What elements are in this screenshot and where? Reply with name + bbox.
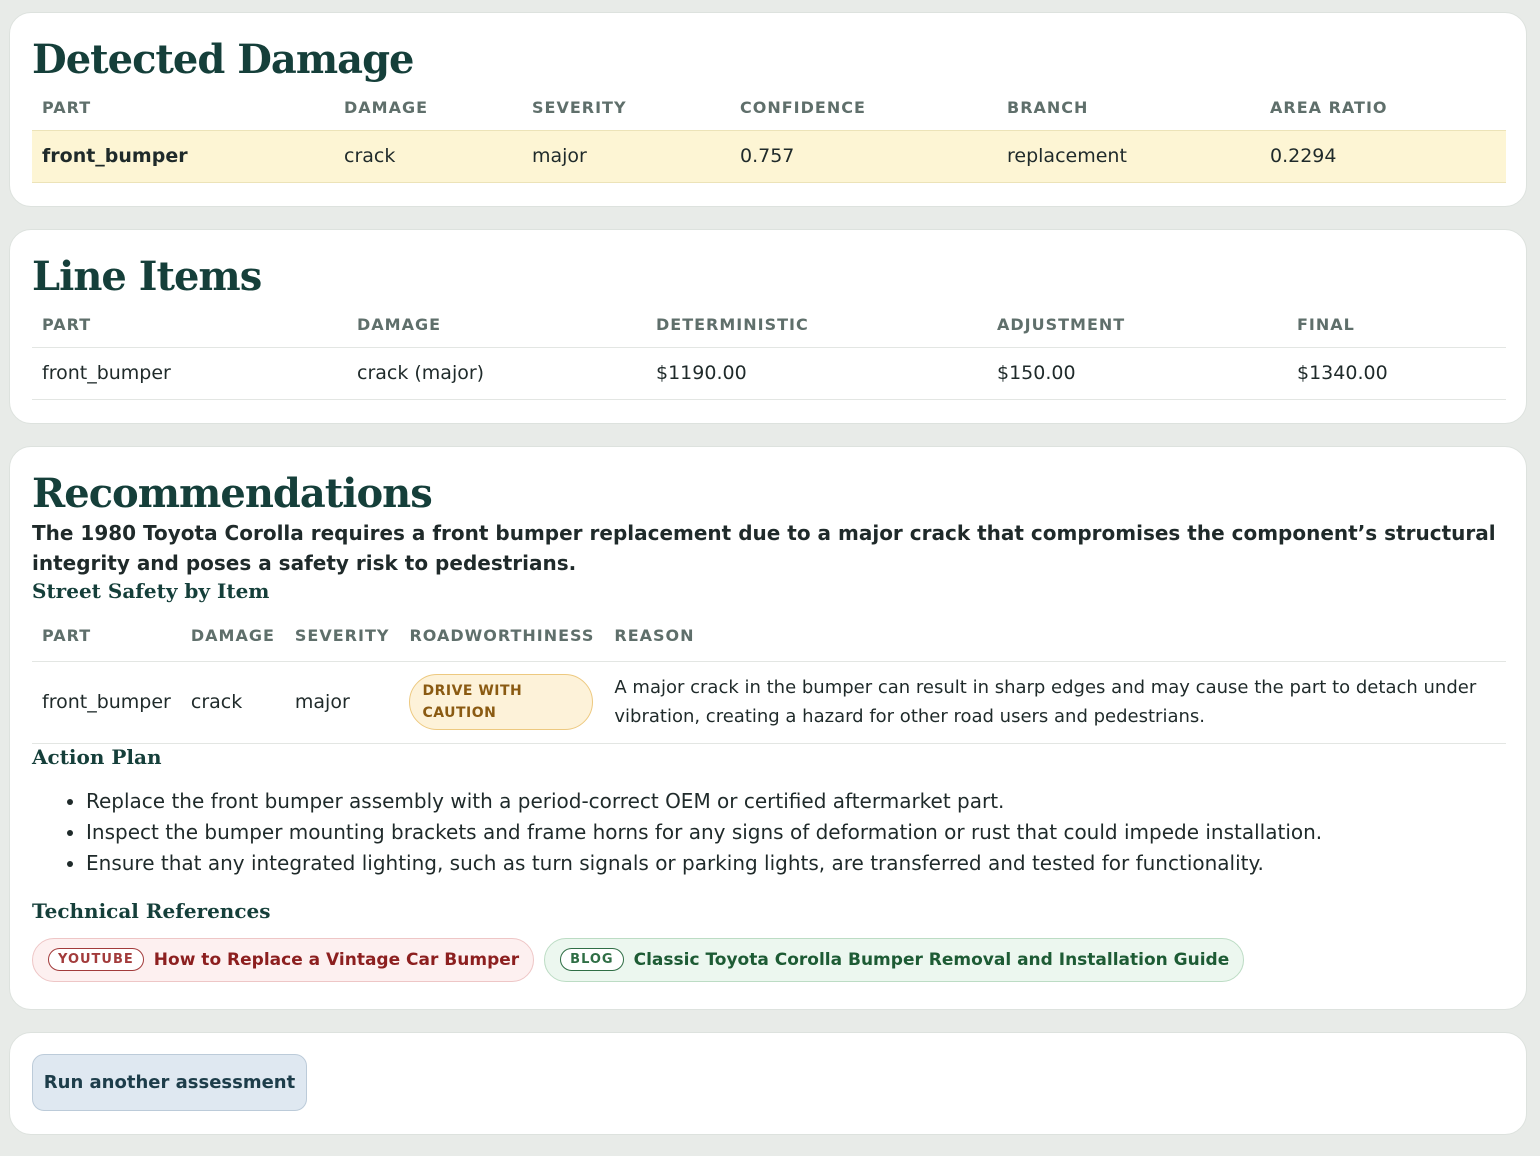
cell-reason: A major crack in the bumper can result in sharp edges and may cause the part to detach under vibration, creating a hazard for other road users and pedestrians. <box>604 661 1506 743</box>
column-header-part: PART <box>42 315 92 335</box>
cell-damage: crack (major) <box>347 347 646 399</box>
recommendations-title: Recommendations <box>32 470 432 517</box>
column-header-severity: SEVERITY <box>532 98 627 118</box>
recommendations-card <box>9 446 1527 1010</box>
table-header-row <box>32 86 1506 130</box>
table-row <box>32 661 1506 743</box>
column-header-final: FINAL <box>1297 315 1355 335</box>
youtube-reference-link[interactable] <box>32 938 534 982</box>
table-row <box>32 130 1506 182</box>
reference-label: Classic Toyota Corolla Bumper Removal and Installation Guide <box>633 949 1230 970</box>
action-plan-title: Action Plan <box>32 744 162 769</box>
youtube-tag: YOUTUBE <box>48 948 144 971</box>
column-header-part: PART <box>42 98 92 118</box>
line-items-title: Line Items <box>32 253 262 300</box>
column-header-damage: DAMAGE <box>357 315 442 335</box>
roadworthiness-badge: DRIVE WITH CAUTION <box>409 674 593 730</box>
list-item: • Replace the front bumper assembly with a period-correct OEM or certified aftermarket part. <box>86 786 1504 817</box>
detected-damage-title: Detected Damage <box>32 36 414 83</box>
cell-roadworthiness <box>399 661 604 743</box>
table-row <box>32 347 1506 399</box>
cell-severity: major <box>522 130 730 182</box>
street-safety-table <box>32 611 1506 744</box>
cell-branch: replacement <box>997 130 1260 182</box>
cell-confidence: 0.757 <box>730 130 997 182</box>
action-plan-list <box>86 786 1504 879</box>
column-header-reason: REASON <box>614 626 695 646</box>
cell-part: front_bumper <box>32 347 347 399</box>
column-header-deterministic: DETERMINISTIC <box>656 315 809 335</box>
cell-damage: crack <box>181 661 285 743</box>
recommendation-summary: The 1980 Toyota Corolla requires a front bumper replacement due to a major crack that compromises the component’s structural integrity and poses a safety risk to pedestrians. <box>32 521 1496 575</box>
reference-label: How to Replace a Vintage Car Bumper <box>153 949 520 970</box>
column-header-branch: BRANCH <box>1007 98 1089 118</box>
column-header-adjustment: ADJUSTMENT <box>997 315 1126 335</box>
cell-area-ratio: 0.2294 <box>1260 130 1506 182</box>
blog-reference-link[interactable] <box>544 938 1244 982</box>
line-items-table <box>32 303 1506 400</box>
table-header-row <box>32 303 1506 347</box>
cell-adjustment: $150.00 <box>987 347 1287 399</box>
line-items-card <box>9 229 1527 424</box>
actions-card <box>9 1032 1527 1135</box>
column-header-roadworthiness: ROADWORTHINESS <box>409 626 595 646</box>
table-header-row <box>32 611 1506 661</box>
cell-part: front_bumper <box>32 130 334 182</box>
cell-final: $1340.00 <box>1287 347 1506 399</box>
cell-severity: major <box>285 661 400 743</box>
technical-references-title: Technical References <box>32 898 271 923</box>
column-header-damage: DAMAGE <box>190 626 275 646</box>
cell-deterministic: $1190.00 <box>646 347 987 399</box>
list-item: • Ensure that any integrated lighting, such as turn signals or parking lights, are transferred and tested for functionality. <box>86 848 1504 879</box>
blog-tag: BLOG <box>560 948 623 971</box>
street-safety-title: Street Safety by Item <box>32 579 270 603</box>
column-header-damage: DAMAGE <box>344 98 429 118</box>
technical-references-list <box>32 938 1504 982</box>
cell-part: front_bumper <box>32 661 181 743</box>
cell-damage: crack <box>334 130 522 182</box>
run-another-assessment-button[interactable]: Run another assessment <box>32 1054 307 1111</box>
detected-damage-table <box>32 86 1506 183</box>
column-header-severity: SEVERITY <box>294 626 390 646</box>
column-header-confidence: CONFIDENCE <box>740 98 866 118</box>
column-header-area-ratio: AREA RATIO <box>1270 98 1388 118</box>
column-header-part: PART <box>42 626 92 646</box>
list-item: • Inspect the bumper mounting brackets and frame horns for any signs of deformation or rust that could impede installation. <box>86 817 1504 848</box>
detected-damage-card <box>9 12 1527 207</box>
